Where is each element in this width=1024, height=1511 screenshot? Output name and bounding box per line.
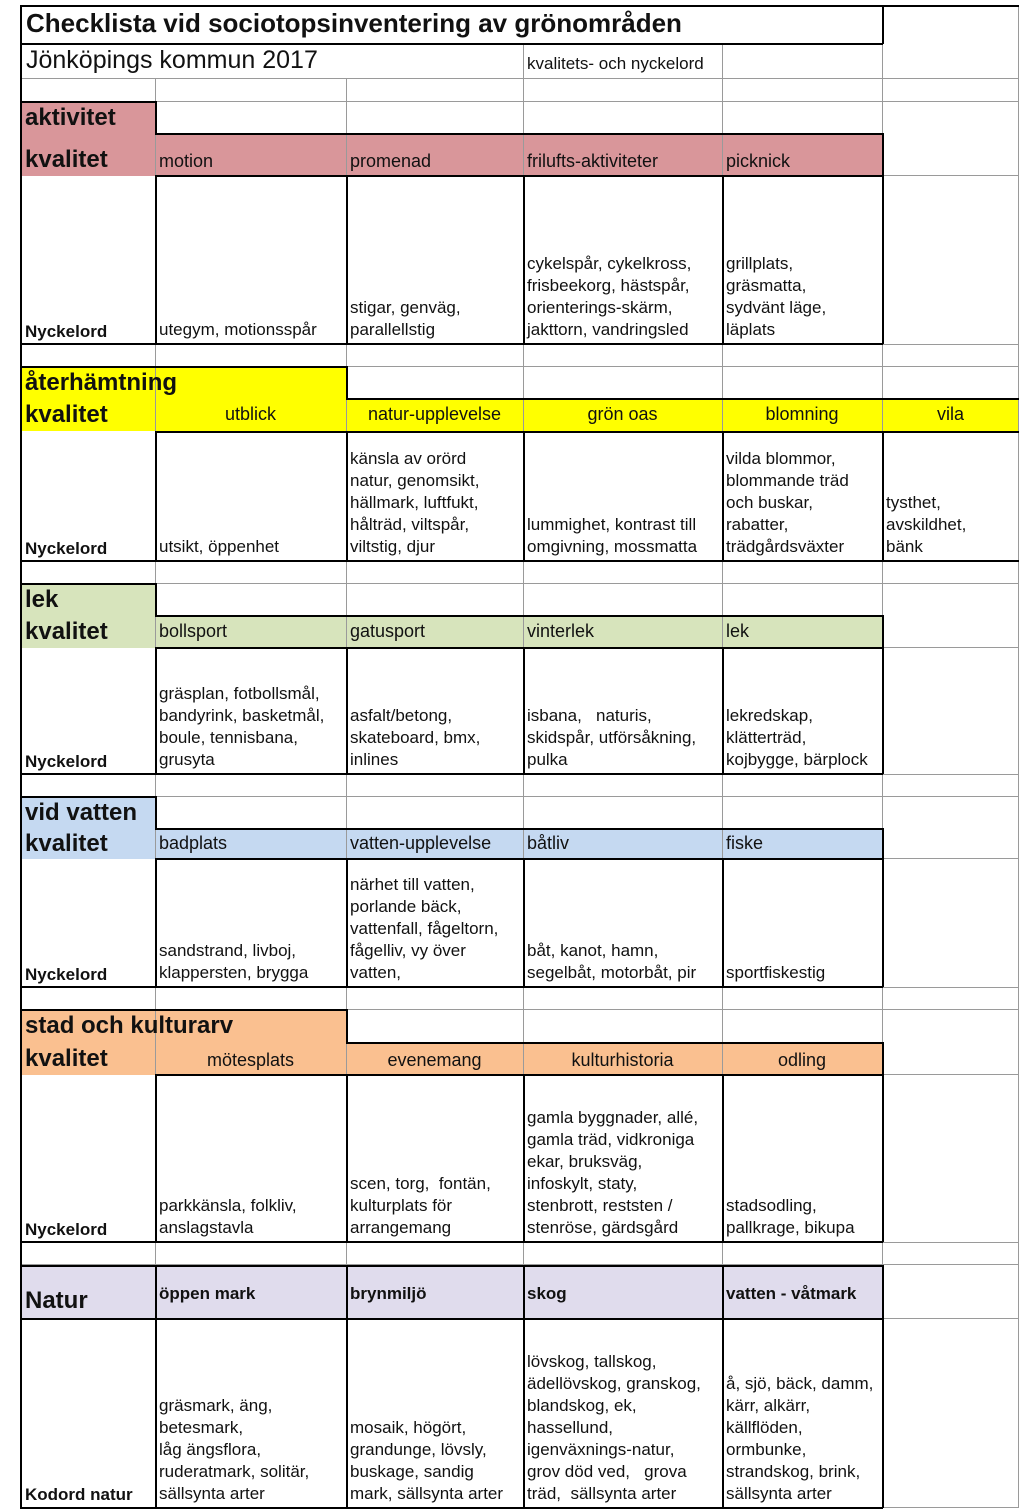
- quality-cell: båtliv: [527, 833, 570, 853]
- section-title-vid-vatten: vid vatten: [25, 799, 138, 826]
- keyword-cell: sportfiskestig: [726, 963, 826, 982]
- lek-quality-band: [21, 616, 882, 648]
- quality-cell: badplats: [159, 833, 228, 853]
- natur-type-cell: brynmiljö: [350, 1284, 427, 1303]
- quality-cell: blomning: [765, 404, 839, 424]
- keyword-cell: scen, torg, fontän, kulturplats för arrangemang: [350, 1174, 491, 1237]
- keyword-cell: gräsplan, fotbollsmål, bandyrink, basketmål, boule, tennisbana, grusyta: [159, 684, 325, 769]
- natur-type-cell: vatten - våtmark: [726, 1284, 857, 1303]
- section-title-stad-och-kulturarv: stad och kulturarv: [25, 1012, 234, 1039]
- keyword-cell: gräsmark, äng, betesmark, låg ängsflora, ruderatmark, solitär, sällsynta arter: [159, 1396, 310, 1503]
- keyword-cell: båt, kanot, hamn, segelbåt, motorbåt, pir: [527, 941, 697, 982]
- keyword-cell: lövskog, tallskog, ädellövskog, granskog, blandskog, ek, hassellund, igenväxnings-natur, grov död ved, grova träd, sällsynta arter: [527, 1352, 701, 1503]
- keyword-cell: lummighet, kontrast till omgivning, mossmatta: [527, 515, 698, 556]
- quality-cell: promenad: [350, 151, 432, 171]
- quality-cell: mötesplats: [206, 1050, 295, 1070]
- section-title-aterhamtning: återhämtning: [25, 369, 178, 396]
- nyckelord-label: Nyckelord: [25, 322, 108, 341]
- quality-cell: vila: [936, 404, 964, 424]
- quality-cell: kulturhistoria: [571, 1050, 674, 1070]
- keyword-cell: känsla av orörd natur, genomsikt, hällmark, luftfukt, hålträd, viltspår, viltstig, djur: [350, 449, 480, 556]
- keyword-cell: vilda blommor, blommande träd och buskar, rabatter, trädgårdsväxter: [726, 449, 849, 556]
- kvalitet-label: kvalitet: [25, 146, 108, 173]
- kvalitet-label: kvalitet: [25, 830, 108, 857]
- quality-cell: motion: [159, 151, 214, 171]
- keyword-cell: parkkänsla, folkliv, anslagstavla: [159, 1196, 297, 1237]
- keyword-cell: gamla byggnader, allé, gamla träd, vidkroniga ekar, bruksväg, infoskylt, staty, stenbrott, reststen / stenröse, gärdsgård: [527, 1108, 699, 1237]
- kvalitet-label: kvalitet: [25, 401, 108, 428]
- section-title-aktivitet: aktivitet: [25, 104, 116, 131]
- quality-cell: evenemang: [387, 1050, 482, 1070]
- nyckelord-label: Nyckelord: [25, 965, 108, 984]
- section-title-natur: Natur: [25, 1287, 88, 1314]
- keyword-cell: asfalt/betong, skateboard, bmx, inlines: [350, 706, 481, 769]
- keyword-cell: stadsodling, pallkrage, bikupa: [726, 1196, 855, 1237]
- natur-type-cell: skog: [527, 1284, 567, 1303]
- keyword-cell: sandstrand, livboj, klappersten, brygga: [159, 941, 309, 982]
- keyword-cell: utegym, motionsspår: [159, 320, 317, 339]
- quality-cell: fiske: [726, 833, 764, 853]
- quality-cell: odling: [777, 1050, 827, 1070]
- kvalitet-label: kvalitet: [25, 618, 108, 645]
- keyword-cell: grillplats, gräsmatta, sydvänt läge, läplats: [726, 254, 827, 339]
- kodord-natur-label: Kodord natur: [25, 1485, 133, 1504]
- quality-cell: grön oas: [587, 404, 658, 424]
- quality-cell: frilufts-aktiviteter: [527, 151, 659, 171]
- header-note: kvalitets- och nyckelord: [527, 54, 704, 73]
- keyword-cell: tysthet, avskildhet, bänk: [886, 493, 967, 556]
- keyword-cell: mosaik, högört, grandunge, lövsly, buskage, sandig mark, sällsynta arter: [350, 1418, 504, 1503]
- quality-cell: lek: [726, 621, 750, 641]
- page-subtitle: Jönköpings kommun 2017: [26, 46, 318, 74]
- natur-type-cell: öppen mark: [159, 1284, 256, 1303]
- nyckelord-label: Nyckelord: [25, 752, 108, 771]
- quality-cell: utblick: [224, 404, 277, 424]
- quality-cell: natur-upplevelse: [367, 404, 502, 424]
- quality-cell: gatusport: [350, 621, 426, 641]
- kvalitet-label: kvalitet: [25, 1045, 108, 1072]
- page-title: Checklista vid sociotopsinventering av grönområden: [26, 8, 682, 38]
- keyword-cell: närhet till vatten, porlande bäck, vattenfall, fågeltorn, fågelliv, vy över vatten,: [350, 875, 499, 982]
- keyword-cell: utsikt, öppenhet: [159, 537, 280, 556]
- quality-cell: vinterlek: [527, 621, 595, 641]
- keyword-cell: isbana, naturis, skidspår, utförsåkning, pulka: [527, 706, 697, 769]
- quality-cell: picknick: [726, 151, 791, 171]
- quality-cell: bollsport: [159, 621, 228, 641]
- keyword-cell: å, sjö, bäck, damm, kärr, alkärr, källflöden, ormbunke, strandskog, brink, sällsynta arter: [726, 1374, 874, 1503]
- keyword-cell: stigar, genväg, parallellstig: [350, 298, 461, 339]
- keyword-cell: cykelspår, cykelkross, frisbeekorg, hästspår, orienterings-skärm, jakttorn, vandringsled: [527, 254, 692, 339]
- section-title-lek: lek: [25, 586, 59, 613]
- quality-cell: vatten-upplevelse: [350, 833, 492, 853]
- nyckelord-label: Nyckelord: [25, 539, 108, 558]
- nyckelord-label: Nyckelord: [25, 1220, 108, 1239]
- keyword-cell: lekredskap, klätterträd, kojbygge, bärplock: [726, 706, 868, 769]
